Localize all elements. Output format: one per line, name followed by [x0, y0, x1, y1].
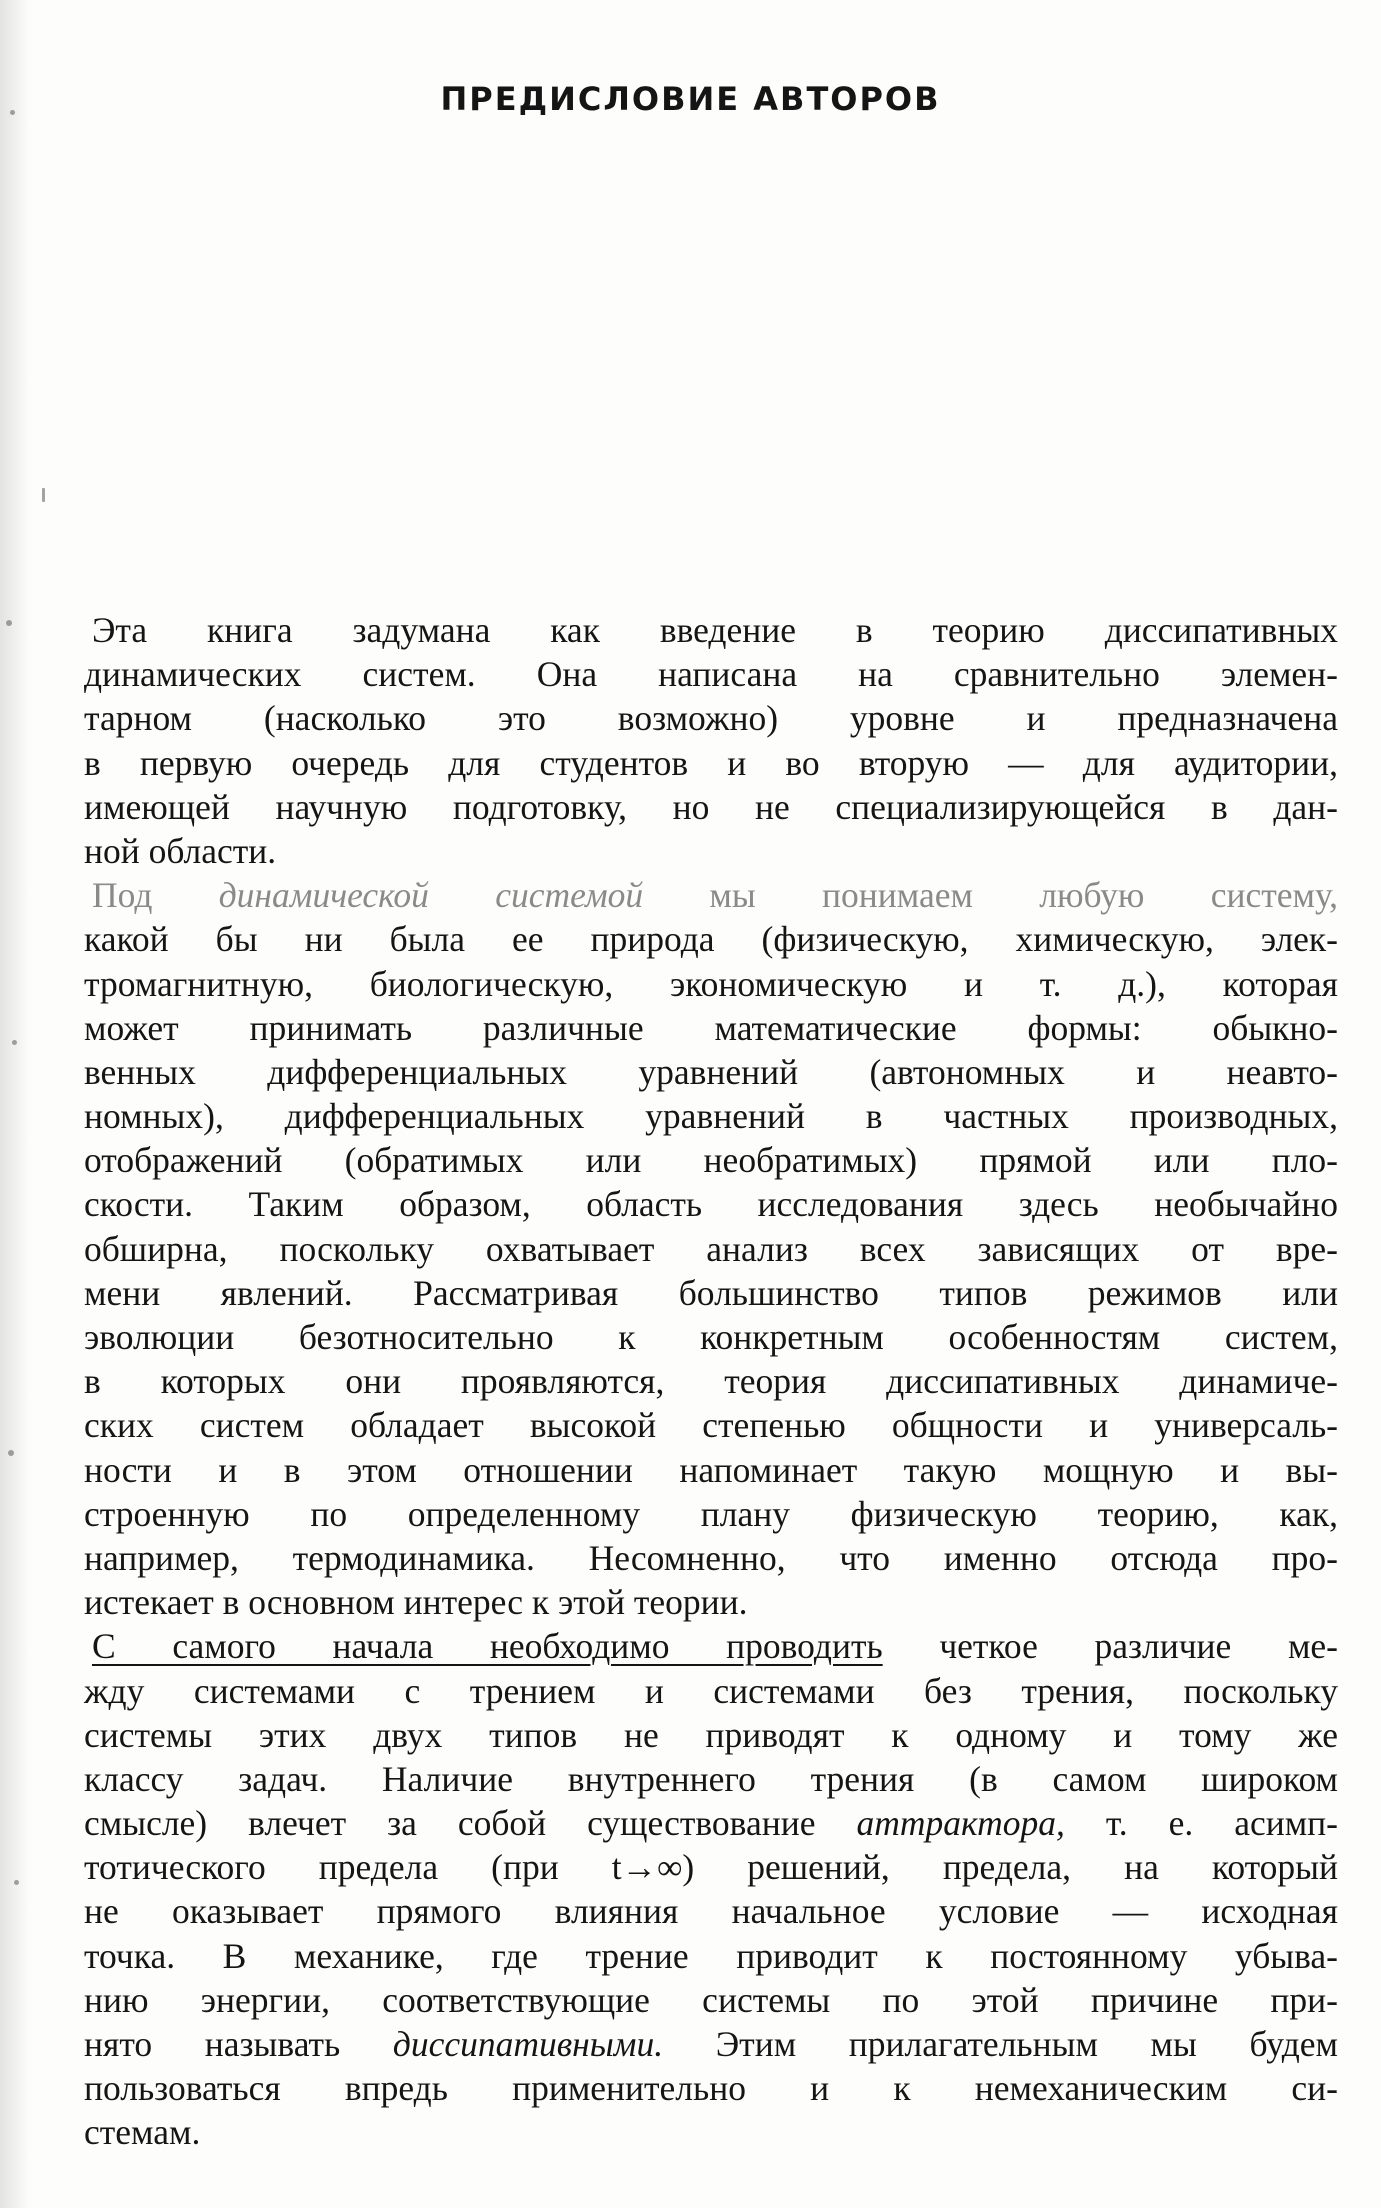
text-line: классу задач. Наличие внутреннего трения (в самом широком [84, 1758, 1338, 1799]
italic-term: аттрактора, [856, 1803, 1065, 1844]
text-line: истекает в основном интерес к этой теории. [84, 1582, 748, 1623]
italic-term: динамической системой [218, 875, 644, 916]
page-title: ПРЕДИСЛОВИЕ АВТОРОВ [440, 80, 941, 118]
text-line: точка. В механике, где трение приводит к постоянному убыва- [84, 1935, 1338, 1976]
text-line: номных), дифференциальных уравнений в частных производных, [84, 1096, 1338, 1137]
text-line: системы этих двух типов не приводят к одному и тому же [84, 1714, 1338, 1755]
text-line: нию энергии, соответствующие системы по этой причине при- [84, 1979, 1338, 2020]
text-line: не оказывает прямого влияния начальное условие — исходная [84, 1891, 1338, 1932]
scan-speck [12, 1040, 17, 1045]
text-line: имеющей научную подготовку, но не специализирующейся в дан- [84, 786, 1338, 827]
text-line: мени явлений. Рассматривая большинство типов режимов или [84, 1272, 1338, 1313]
text-line: в которых они проявляются, теория диссипативных динамиче- [84, 1361, 1338, 1402]
text-line: отображений (обратимых или необратимых) прямой или пло- [84, 1140, 1338, 1181]
text-line: ности и в этом отношении напоминает такую мощную и вы- [84, 1449, 1338, 1490]
italic-term: диссипативными. [392, 2024, 664, 2064]
text-line [84, 1801, 1338, 1845]
text-line: тотического предела (при t→∞) решений, предела, на который [84, 1847, 1338, 1888]
text-line: скости. Таким образом, область исследования здесь необычайно [84, 1184, 1338, 1225]
text-line: в первую очередь для студентов и во вторую — для аудитории, [84, 742, 1338, 783]
text-line: тарном (насколько это возможно) уровне и предназначена [84, 698, 1338, 739]
text-line: пользоваться впредь применительно и к немеханическим си- [84, 2068, 1338, 2109]
text-line: динамических систем. Она написана на сравнительно элемен- [84, 654, 1338, 695]
scan-left-edge-shadow [0, 0, 30, 2208]
text-fragment: Под [92, 875, 153, 916]
scan-speck [42, 488, 45, 502]
text-fragment: нято называть [84, 2024, 341, 2064]
text-fragment: т. е. асимп- [1105, 1803, 1339, 1844]
text-line: ной области. [84, 830, 277, 871]
text-line: например, термодинамика. Несомненно, что именно отсюда про- [84, 1537, 1338, 1578]
text-line [84, 2022, 1338, 2066]
text-fragment: Этим прилагательным мы будем [715, 2024, 1339, 2064]
text-line: стемам. [84, 2112, 201, 2153]
scan-speck [8, 1450, 14, 1456]
text-line: венных дифференциальных уравнений (автономных и неавто- [84, 1051, 1338, 1092]
text-line: тромагнитную, биологическую, экономическую и т. д.), которая [84, 963, 1338, 1004]
text-line [84, 873, 1338, 917]
text-line [84, 1624, 1338, 1668]
text-line: жду системами с трением и системами без трения, поскольку [84, 1670, 1338, 1711]
text-line: ских систем обладает высокой степенью общности и универсаль- [84, 1405, 1338, 1446]
text-fragment: четкое различие ме- [939, 1626, 1338, 1667]
text-fragment: смысле) влечет за собой существование [84, 1803, 816, 1844]
text-line: какой бы ни была ее природа (физическую, химическую, элек- [84, 919, 1338, 960]
underlined-fragment: С самого начала необходимо проводить [92, 1626, 883, 1667]
text-line: строенную по определенному плану физическую теорию, как, [84, 1493, 1338, 1534]
text-line: обширна, поскольку охватывает анализ всех зависящих от вре- [84, 1228, 1338, 1269]
scan-speck [6, 620, 12, 626]
preface-text [84, 608, 1338, 2155]
text-line: эволюции безотносительно к конкретным особенностям систем, [84, 1317, 1338, 1357]
text-line: Эта книга задумана как введение в теорию диссипативных [92, 610, 1338, 650]
scan-speck [14, 1880, 19, 1885]
text-fragment: мы понимаем любую систему, [709, 875, 1339, 916]
text-line: может принимать различные математические формы: обыкно- [84, 1007, 1338, 1048]
